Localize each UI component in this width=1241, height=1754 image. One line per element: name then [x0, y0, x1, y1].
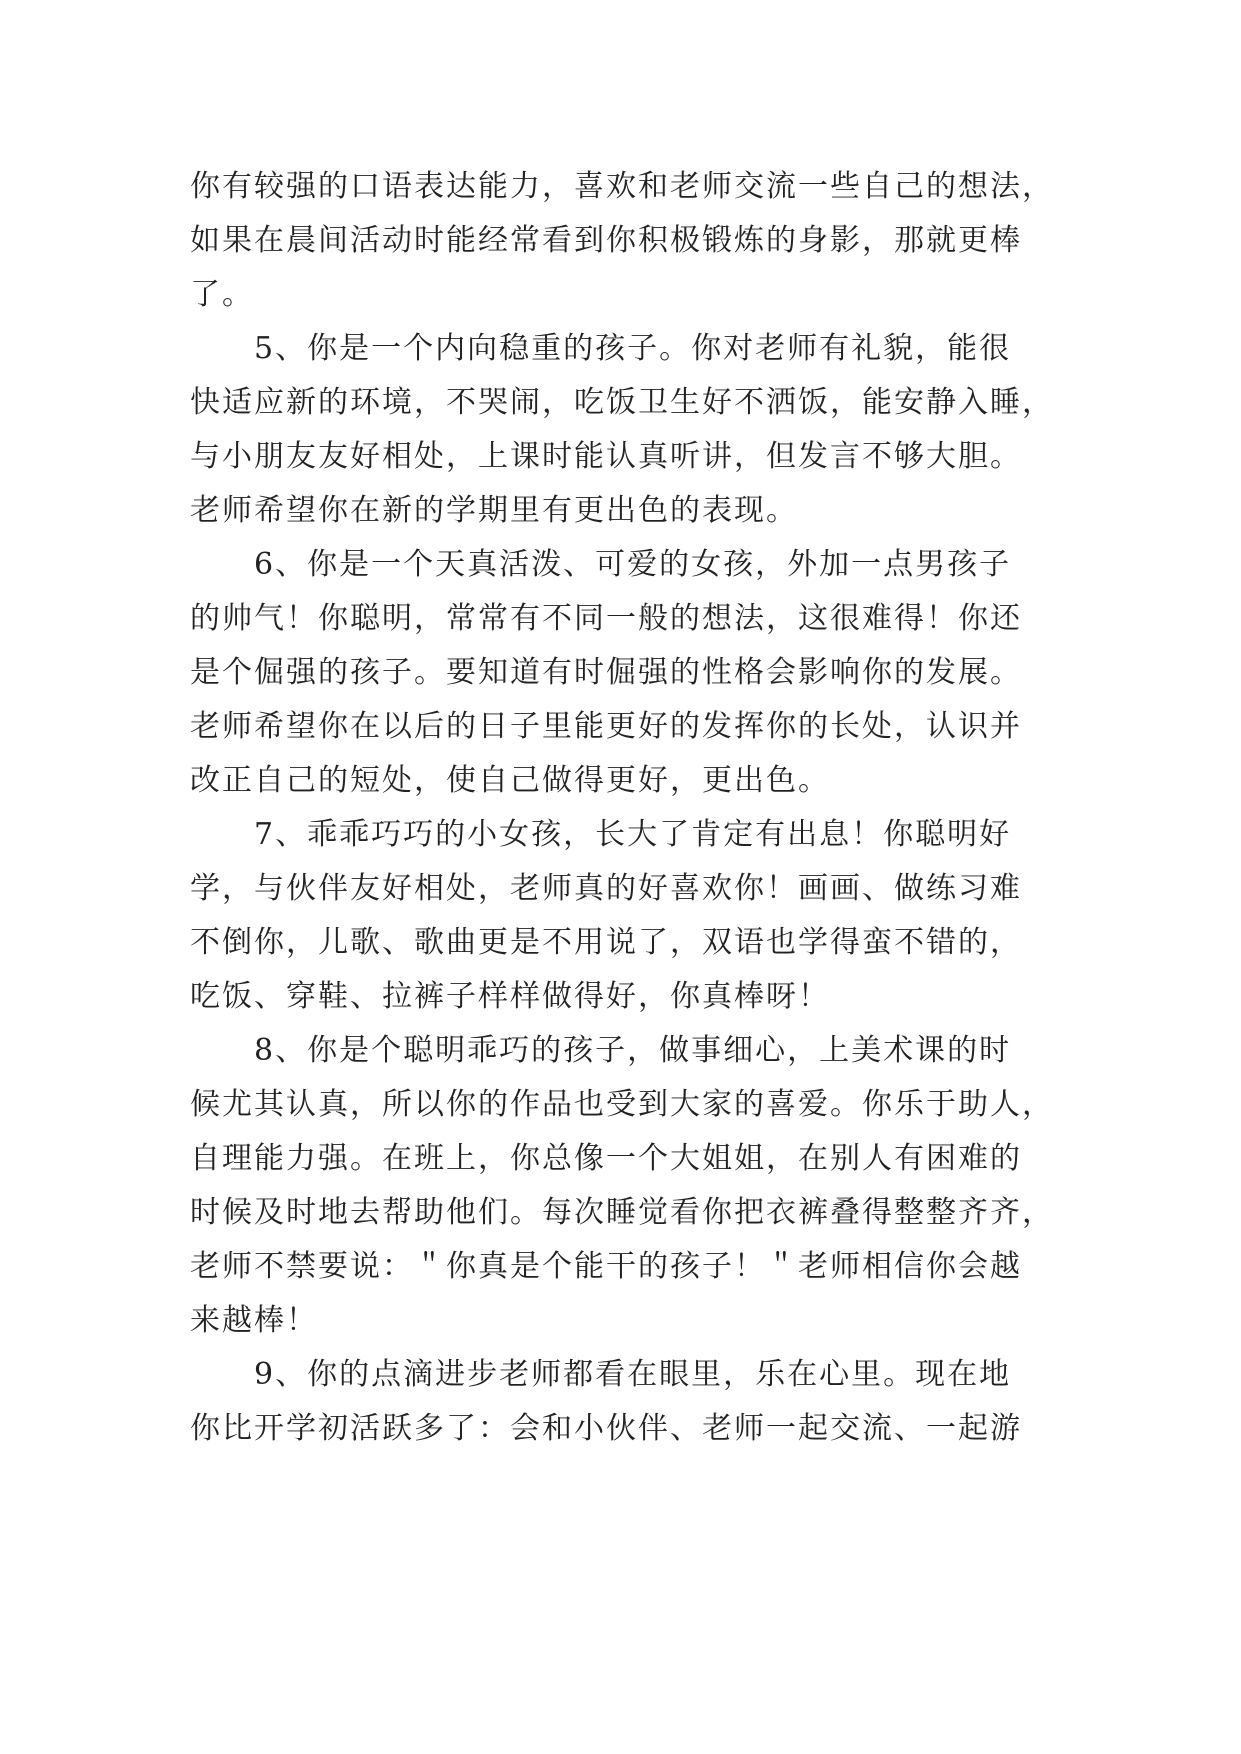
text-line: 7、乖乖巧巧的小女孩，长大了肯定有出息！你聪明好 [190, 817, 1012, 852]
text-line: 学，与伙伴友好相处，老师真的好喜欢你！画画、做练习难 [190, 871, 1022, 906]
text-line: 老师希望你在以后的日子里能更好的发挥你的长处，认识并 [190, 709, 1022, 744]
text-line: 老师不禁要说：＂你真是个能干的孩子！＂老师相信你会越 [190, 1249, 1022, 1284]
text-line: 老师希望你在新的学期里有更出色的表现。 [190, 493, 798, 528]
text-line: 的帅气！你聪明，常常有不同一般的想法，这很难得！你还 [190, 601, 1022, 636]
text-line: 8、你是个聪明乖巧的孩子，做事细心，上美术课的时 [190, 1033, 1012, 1068]
text-line: 5、你是一个内向稳重的孩子。你对老师有礼貌，能很 [190, 331, 1012, 366]
text-line: 与小朋友友好相处，上课时能认真听讲，但发言不够大胆。 [190, 439, 1022, 474]
text-line: 你比开学初活跃多了：会和小伙伴、老师一起交流、一起游 [190, 1411, 1022, 1446]
text-line: 你有较强的口语表达能力，喜欢和老师交流一些自己的想法， [190, 169, 1054, 204]
text-line: 不倒你，儿歌、歌曲更是不用说了，双语也学得蛮不错的， [190, 925, 1022, 960]
text-line: 候尤其认真，所以你的作品也受到大家的喜爱。你乐于助人， [190, 1087, 1054, 1122]
text-line: 了。 [190, 277, 254, 312]
text-line: 自理能力强。在班上，你总像一个大姐姐，在别人有困难的 [190, 1141, 1022, 1176]
document-body [190, 160, 1090, 1456]
text-line: 时候及时地去帮助他们。每次睡觉看你把衣裤叠得整整齐齐， [190, 1195, 1054, 1230]
text-line: 快适应新的环境，不哭闹，吃饭卫生好不洒饭，能安静入睡， [190, 385, 1054, 420]
text-line: 是个倔强的孩子。要知道有时倔强的性格会影响你的发展。 [190, 655, 1022, 690]
text-line: 9、你的点滴进步老师都看在眼里，乐在心里。现在地 [190, 1357, 1012, 1392]
text-line: 来越棒！ [190, 1303, 318, 1338]
text-line: 吃饭、穿鞋、拉裤子样样做得好，你真棒呀！ [190, 979, 830, 1014]
text-line: 改正自己的短处，使自己做得更好，更出色。 [190, 763, 830, 798]
text-line: 如果在晨间活动时能经常看到你积极锻炼的身影，那就更棒 [190, 223, 1022, 258]
text-line: 6、你是一个天真活泼、可爱的女孩，外加一点男孩子 [190, 547, 1012, 582]
